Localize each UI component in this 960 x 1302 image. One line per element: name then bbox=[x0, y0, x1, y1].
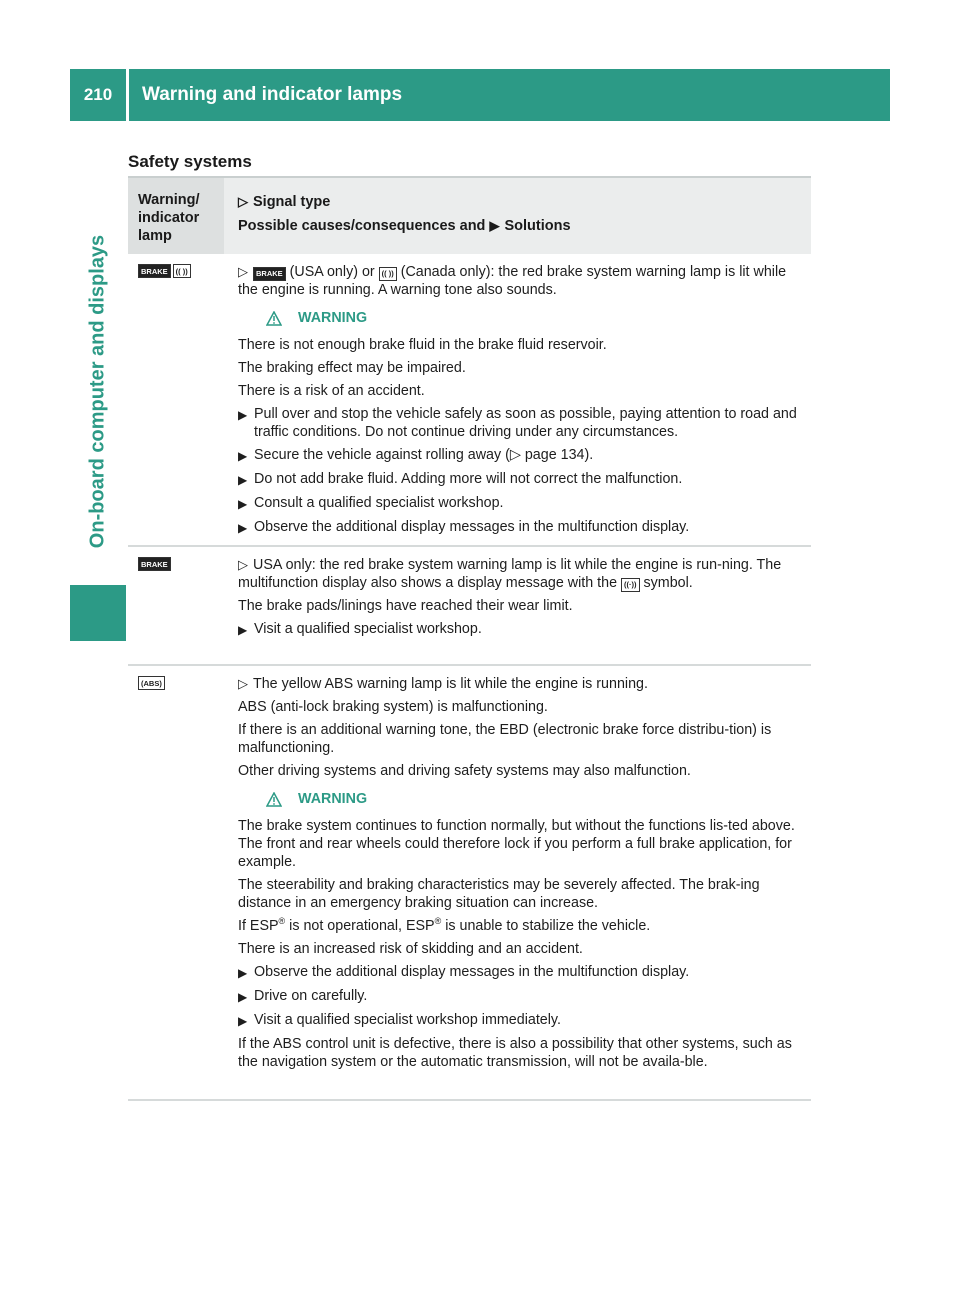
list-item: ▶ Observe the additional display messages in the multifunction display. bbox=[238, 964, 690, 980]
solutions-label: Solutions bbox=[504, 218, 571, 234]
info-cell: ▷ The yellow ABS warning lamp is lit while the engine is running. ABS (anti-lock braking system) is malfunctioning. If there is an additional warning tone, the EBD (electronic brake force distribu-tion) is malfunctioning. Other driving systems and driving safety systems may also malfunction. WARNING The brake system continues to function normally, but without the functions lis-ted above. The front and rear wheels could therefore lock if you perform a full brake application, for example. The steerability and braking characteristics may be severely affected. The brak-ing distance in an emergency braking situation can increase. If ESP® is not operational, ESP® is unable to stabilize the vehicle. There is an increased risk of skidding and an accident. ▶ Observe the additional display messages in the multifunction display. ▶ Drive on carefully. ▶ Visit a qualified specialist workshop immediately. If the ABS control unit is defective, there is also a possibility that other systems, such as the navigation system or the automatic transmission, will not be availa-ble. bbox=[238, 675, 803, 1076]
warning-triangle-icon bbox=[266, 792, 282, 807]
page-number: 210 bbox=[70, 69, 126, 121]
signal-type-icon: ▷ bbox=[238, 676, 248, 691]
list-item: ▶ Pull over and stop the vehicle safely as soon as possible, paying attention to road and traffic conditions. Do not continue driving under any circumstances. bbox=[238, 406, 797, 440]
side-tab bbox=[70, 145, 126, 640]
solutions-icon: ▶ bbox=[489, 218, 500, 233]
brake-circle-lamp-icon: (( )) bbox=[173, 264, 191, 278]
warning-triangle-icon bbox=[266, 311, 282, 326]
column-header-lamp: Warning/ indicator lamp bbox=[128, 178, 224, 254]
lamp-cell bbox=[138, 676, 165, 690]
signal-type-icon: ▷ bbox=[238, 557, 248, 572]
list-item: ▶ Consult a qualified specialist workshop. bbox=[238, 495, 504, 511]
brake-lamp-icon: BRAKE bbox=[138, 557, 171, 571]
signal-type-icon: ▷ bbox=[238, 264, 248, 279]
list-item: ▶ Drive on carefully. bbox=[238, 988, 368, 1004]
page-title: Warning and indicator lamps bbox=[129, 69, 890, 121]
list-item: ▶ Visit a qualified specialist workshop immediately. bbox=[238, 1012, 561, 1028]
table-row bbox=[128, 547, 811, 666]
side-tab-label: On-board computer and displays bbox=[86, 234, 109, 549]
brake-lamp-icon: BRAKE bbox=[138, 264, 171, 278]
signal-type-label: Signal type bbox=[253, 194, 331, 210]
page-header bbox=[70, 69, 890, 121]
bullet-arrow-icon: ▶ bbox=[238, 1014, 248, 1028]
bullet-arrow-icon: ▶ bbox=[238, 521, 248, 535]
table-header bbox=[128, 178, 811, 254]
warning-heading: WARNING bbox=[266, 309, 803, 327]
brake-circle-lamp-icon: (( )) bbox=[379, 267, 397, 281]
list-item: ▶ Secure the vehicle against rolling away (▷ page 134). bbox=[238, 447, 594, 463]
info-cell: ▷ USA only: the red brake system warning lamp is lit while the engine is run-ning. The multifunction display also shows a display message with the ((·)) symbol. The brake pads/linings have reached their wear limit. ▶ Visit a qualified specialist workshop. bbox=[238, 556, 803, 644]
bullet-arrow-icon: ▶ bbox=[238, 623, 248, 637]
abs-lamp-icon: (ABS) bbox=[138, 676, 165, 690]
causes-label: Possible causes/consequences and bbox=[238, 218, 490, 234]
list-item: ▶ Visit a qualified specialist workshop. bbox=[238, 621, 482, 637]
table-row bbox=[128, 666, 811, 1101]
table-row bbox=[128, 254, 811, 547]
list-item: ▶ Observe the additional display messages in the multifunction display. bbox=[238, 519, 690, 535]
list-item: ▶ Do not add brake fluid. Adding more will not correct the malfunction. bbox=[238, 471, 683, 487]
bullet-arrow-icon: ▶ bbox=[238, 966, 248, 980]
section-title: Safety systems bbox=[128, 152, 252, 171]
bullet-arrow-icon: ▶ bbox=[238, 449, 248, 463]
bullet-arrow-icon: ▶ bbox=[238, 408, 248, 422]
brake-lamp-icon: BRAKE bbox=[253, 267, 286, 281]
signal-type-icon: ▷ bbox=[238, 194, 248, 209]
brake-pads-icon: ((·)) bbox=[621, 578, 640, 592]
side-tab-marker bbox=[70, 585, 126, 641]
column-header-info bbox=[226, 178, 811, 254]
lamp-cell bbox=[138, 557, 171, 571]
warning-heading: WARNING bbox=[266, 790, 803, 808]
info-cell: ▷ BRAKE (USA only) or (( )) (Canada only): the red brake system warning lamp is lit while the engine is running. A warning tone also sounds. WARNING There is not enough brake fluid in the brake fluid reservoir. The braking effect may be impaired. There is a risk of an accident. ▶ Pull over and stop the vehicle safely as soon as possible, paying attention to road and traffic conditions. Do not continue driving under any circumstances. ▶ Secure the vehicle against rolling away (▷ page 134). ▶ Do not add brake fluid. Adding more will not correct the malfunction. ▶ Consult a qualified specialist workshop. ▶ Observe the additional display messages in the multifunction display. bbox=[238, 263, 803, 542]
bullet-arrow-icon: ▶ bbox=[238, 990, 248, 1004]
lamp-cell bbox=[138, 264, 191, 278]
bullet-arrow-icon: ▶ bbox=[238, 473, 248, 487]
bullet-arrow-icon: ▶ bbox=[238, 497, 248, 511]
